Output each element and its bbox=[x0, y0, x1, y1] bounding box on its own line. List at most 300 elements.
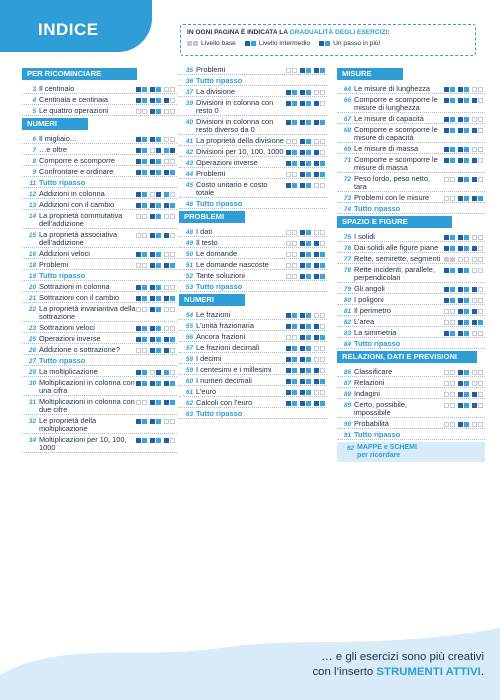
index-entry[interactable] bbox=[22, 305, 177, 322]
difficulty-cell bbox=[314, 90, 319, 95]
page-number: 4 bbox=[32, 97, 36, 104]
index-entry[interactable] bbox=[22, 190, 177, 199]
difficulty-cell bbox=[300, 68, 305, 73]
difficulty-group bbox=[150, 233, 161, 238]
difficulty-cell bbox=[300, 335, 305, 340]
difficulty-group bbox=[164, 233, 175, 238]
difficulty-cell bbox=[472, 98, 477, 103]
difficulty-grid bbox=[444, 156, 485, 163]
final-line-1: MAPPE e SCHEMI bbox=[357, 444, 417, 451]
difficulty-cell bbox=[478, 422, 483, 427]
entry-title: Tutto ripasso bbox=[354, 339, 401, 348]
difficulty-cell bbox=[306, 401, 311, 406]
index-entry[interactable] bbox=[179, 333, 327, 342]
difficulty-cell bbox=[142, 137, 147, 142]
difficulty-group bbox=[164, 192, 175, 197]
difficulty-group bbox=[286, 172, 297, 177]
difficulty-group bbox=[472, 117, 483, 122]
index-entry[interactable] bbox=[22, 294, 177, 303]
difficulty-group bbox=[472, 158, 483, 163]
index-entry[interactable] bbox=[179, 388, 327, 397]
difficulty-cell bbox=[444, 268, 449, 273]
difficulty-grid bbox=[136, 305, 177, 312]
difficulty-group bbox=[164, 438, 175, 443]
difficulty-group bbox=[150, 307, 161, 312]
entry-title: I numeri decimali bbox=[196, 376, 252, 385]
difficulty-group bbox=[472, 268, 483, 273]
difficulty-group bbox=[444, 98, 455, 103]
index-entry[interactable] bbox=[179, 322, 327, 331]
index-entry[interactable] bbox=[22, 379, 177, 396]
difficulty-cell bbox=[286, 161, 291, 166]
index-entry[interactable] bbox=[337, 115, 485, 124]
difficulty-cell bbox=[472, 403, 477, 408]
difficulty-cell bbox=[170, 370, 175, 375]
index-entry[interactable] bbox=[22, 212, 177, 229]
index-entry[interactable] bbox=[179, 99, 327, 116]
index-entry[interactable] bbox=[179, 137, 327, 146]
difficulty-grid bbox=[136, 107, 177, 114]
difficulty-cell bbox=[450, 392, 455, 397]
difficulty-group bbox=[150, 87, 161, 92]
difficulty-cell bbox=[170, 148, 175, 153]
difficulty-group bbox=[164, 203, 175, 208]
difficulty-group bbox=[300, 346, 311, 351]
difficulty-cell bbox=[472, 298, 477, 303]
index-entry[interactable] bbox=[22, 96, 177, 105]
difficulty-cell bbox=[444, 196, 449, 201]
difficulty-group bbox=[136, 159, 147, 164]
index-entry[interactable] bbox=[179, 181, 327, 198]
difficulty-cell bbox=[450, 287, 455, 292]
difficulty-cell bbox=[314, 230, 319, 235]
difficulty-cell bbox=[164, 203, 169, 208]
entry-title: La proprietà invariantiva della sottrazione bbox=[39, 304, 136, 321]
difficulty-cell bbox=[472, 268, 477, 273]
index-entry[interactable] bbox=[22, 368, 177, 377]
difficulty-cell bbox=[164, 263, 169, 268]
index-entry[interactable] bbox=[179, 118, 327, 135]
entry-title bbox=[357, 444, 482, 460]
difficulty-cell bbox=[170, 203, 175, 208]
difficulty-cell bbox=[286, 101, 291, 106]
index-entry[interactable] bbox=[179, 250, 327, 259]
index-entry[interactable] bbox=[337, 126, 485, 143]
index-entry[interactable] bbox=[337, 266, 485, 283]
index-entry[interactable] bbox=[337, 285, 485, 294]
difficulty-cell bbox=[300, 324, 305, 329]
index-entry[interactable] bbox=[179, 399, 327, 408]
difficulty-cell bbox=[136, 285, 141, 290]
difficulty-group bbox=[472, 381, 483, 386]
legend-square bbox=[325, 41, 330, 46]
difficulty-cell bbox=[164, 348, 169, 353]
difficulty-cell bbox=[464, 392, 469, 397]
page-number: 74 bbox=[343, 206, 351, 213]
difficulty-cell bbox=[450, 309, 455, 314]
index-entry[interactable] bbox=[337, 175, 485, 192]
difficulty-grid bbox=[444, 145, 485, 152]
index-entry[interactable] bbox=[22, 272, 177, 281]
difficulty-group bbox=[150, 285, 161, 290]
index-entry[interactable] bbox=[337, 401, 485, 418]
index-entry[interactable] bbox=[337, 340, 485, 349]
difficulty-cell bbox=[292, 120, 297, 125]
page-number: 54 bbox=[185, 312, 193, 319]
difficulty-group bbox=[136, 296, 147, 301]
difficulty-cell bbox=[150, 214, 155, 219]
difficulty-cell bbox=[458, 320, 463, 325]
index-entry[interactable] bbox=[22, 179, 177, 188]
difficulty-cell bbox=[464, 98, 469, 103]
difficulty-cell bbox=[300, 357, 305, 362]
difficulty-cell bbox=[292, 313, 297, 318]
page-number: 31 bbox=[28, 399, 36, 406]
difficulty-grid bbox=[444, 390, 485, 397]
index-entry[interactable] bbox=[179, 410, 327, 419]
index-entry[interactable] bbox=[337, 145, 485, 154]
index-entry[interactable] bbox=[179, 311, 327, 320]
difficulty-cell bbox=[164, 400, 169, 405]
difficulty-cell bbox=[464, 287, 469, 292]
index-entry[interactable] bbox=[22, 146, 177, 155]
legend-title: IN OGNI PAGINA È INDICATA LA GRADUALITÀ DEGLI ESERCIZI: bbox=[187, 29, 390, 36]
difficulty-cell bbox=[314, 390, 319, 395]
index-entry[interactable] bbox=[337, 96, 485, 113]
difficulty-group bbox=[286, 368, 297, 373]
entry-title: Operazioni inverse bbox=[196, 158, 258, 167]
index-entry[interactable] bbox=[179, 170, 327, 179]
difficulty-grid bbox=[444, 115, 485, 122]
entry-title: Divisioni per 10, 100, 1000 bbox=[196, 147, 284, 156]
difficulty-group bbox=[472, 287, 483, 292]
page-number: 68 bbox=[343, 127, 351, 134]
page-number: 88 bbox=[343, 391, 351, 398]
difficulty-cell bbox=[170, 438, 175, 443]
difficulty-group bbox=[314, 379, 325, 384]
difficulty-cell bbox=[320, 324, 325, 329]
difficulty-grid bbox=[136, 231, 177, 238]
difficulty-cell bbox=[170, 337, 175, 342]
entry-title: I decimi bbox=[196, 354, 222, 363]
difficulty-group bbox=[314, 346, 325, 351]
difficulty-cell bbox=[164, 307, 169, 312]
difficulty-cell bbox=[142, 307, 147, 312]
difficulty-group bbox=[300, 120, 311, 125]
difficulty-cell bbox=[450, 128, 455, 133]
difficulty-group bbox=[164, 137, 175, 142]
legend-square bbox=[245, 41, 250, 46]
legend-label: Un passo in più! bbox=[333, 40, 381, 47]
difficulty-group bbox=[314, 139, 325, 144]
difficulty-cell bbox=[472, 117, 477, 122]
difficulty-cell bbox=[170, 98, 175, 103]
index-entry[interactable] bbox=[337, 244, 485, 253]
entry-title: Le domande nascoste bbox=[196, 260, 269, 269]
difficulty-group bbox=[286, 230, 297, 235]
difficulty-cell bbox=[450, 177, 455, 182]
difficulty-group bbox=[164, 87, 175, 92]
difficulty-cell bbox=[472, 196, 477, 201]
index-entry[interactable] bbox=[337, 85, 485, 94]
legend-squares bbox=[187, 41, 198, 46]
difficulty-cell bbox=[320, 274, 325, 279]
entry-title: Problemi bbox=[196, 169, 226, 178]
difficulty-cell bbox=[164, 214, 169, 219]
difficulty-group bbox=[472, 320, 483, 325]
index-entry[interactable] bbox=[337, 329, 485, 338]
entry-title: Problemi bbox=[196, 65, 226, 74]
difficulty-group bbox=[472, 87, 483, 92]
difficulty-group bbox=[164, 296, 175, 301]
difficulty-cell bbox=[464, 235, 469, 240]
difficulty-cell bbox=[464, 298, 469, 303]
promo-text bbox=[312, 650, 484, 680]
entry-title: Comporre e scomporre le misure di lunghezza bbox=[354, 95, 438, 112]
difficulty-group bbox=[286, 150, 297, 155]
difficulty-cell bbox=[170, 192, 175, 197]
index-entry[interactable] bbox=[22, 135, 177, 144]
entry-title: Addizioni veloci bbox=[39, 249, 90, 258]
difficulty-cell bbox=[292, 390, 297, 395]
page-number: 41 bbox=[185, 138, 193, 145]
difficulty-group bbox=[314, 335, 325, 340]
difficulty-cell bbox=[320, 390, 325, 395]
difficulty-group bbox=[286, 357, 297, 362]
entry-title: Peso lordo, peso netto, tara bbox=[354, 174, 431, 191]
difficulty-group bbox=[314, 68, 325, 73]
difficulty-cell bbox=[150, 400, 155, 405]
index-entry[interactable] bbox=[22, 201, 177, 210]
difficulty-cell bbox=[156, 170, 161, 175]
difficulty-cell bbox=[464, 177, 469, 182]
entry-title: Rette, semirette, segmenti bbox=[354, 254, 441, 263]
index-entry[interactable] bbox=[337, 431, 485, 440]
difficulty-group bbox=[300, 183, 311, 188]
index-entry[interactable] bbox=[337, 296, 485, 305]
index-entry[interactable] bbox=[179, 200, 327, 209]
index-entry[interactable] bbox=[337, 233, 485, 242]
index-entry[interactable] bbox=[22, 85, 177, 94]
index-entry[interactable] bbox=[22, 436, 177, 453]
difficulty-group bbox=[286, 379, 297, 384]
difficulty-cell bbox=[170, 326, 175, 331]
difficulty-group bbox=[150, 326, 161, 331]
difficulty-cell bbox=[292, 401, 297, 406]
difficulty-cell bbox=[464, 117, 469, 122]
difficulty-cell bbox=[150, 203, 155, 208]
difficulty-cell bbox=[156, 438, 161, 443]
index-entry[interactable] bbox=[22, 324, 177, 333]
index-entry[interactable] bbox=[179, 272, 327, 281]
index-entry[interactable] bbox=[22, 346, 177, 355]
index-entry[interactable] bbox=[22, 417, 177, 434]
entry-title: Comporre e scomporre bbox=[39, 156, 115, 165]
difficulty-cell bbox=[170, 419, 175, 424]
entry-title: Il perimetro bbox=[354, 306, 391, 315]
page-number: 9 bbox=[32, 169, 36, 176]
page-number: 83 bbox=[343, 330, 351, 337]
page-number: 51 bbox=[185, 262, 193, 269]
index-entry[interactable] bbox=[22, 231, 177, 248]
difficulty-cell bbox=[300, 230, 305, 235]
index-entry[interactable] bbox=[22, 157, 177, 166]
page-number: 55 bbox=[185, 323, 193, 330]
difficulty-group bbox=[136, 233, 147, 238]
index-entry[interactable] bbox=[337, 368, 485, 377]
difficulty-cell bbox=[306, 335, 311, 340]
difficulty-grid bbox=[286, 239, 327, 246]
difficulty-cell bbox=[292, 101, 297, 106]
difficulty-group bbox=[286, 183, 297, 188]
promo-line-1: … e gli esercizi sono più creativi bbox=[321, 651, 484, 663]
difficulty-group bbox=[286, 252, 297, 257]
index-entry[interactable] bbox=[179, 366, 327, 375]
index-entry[interactable] bbox=[179, 77, 327, 86]
difficulty-group bbox=[150, 109, 161, 114]
difficulty-cell bbox=[458, 177, 463, 182]
index-entry[interactable] bbox=[22, 168, 177, 177]
difficulty-cell bbox=[150, 419, 155, 424]
difficulty-grid bbox=[136, 346, 177, 353]
difficulty-cell bbox=[444, 370, 449, 375]
difficulty-group bbox=[300, 368, 311, 373]
index-entry[interactable] bbox=[179, 66, 327, 75]
index-entry[interactable] bbox=[22, 107, 177, 116]
difficulty-cell bbox=[320, 161, 325, 166]
difficulty-cell bbox=[164, 326, 169, 331]
page-number: 36 bbox=[185, 78, 193, 85]
index-entry[interactable] bbox=[179, 239, 327, 248]
difficulty-group bbox=[472, 147, 483, 152]
difficulty-cell bbox=[150, 348, 155, 353]
page-number: 44 bbox=[185, 171, 193, 178]
difficulty-cell bbox=[464, 370, 469, 375]
difficulty-group bbox=[286, 390, 297, 395]
difficulty-cell bbox=[464, 257, 469, 262]
difficulty-cell bbox=[314, 346, 319, 351]
page-number: 62 bbox=[185, 400, 193, 407]
index-entry[interactable] bbox=[337, 156, 485, 173]
difficulty-group bbox=[472, 128, 483, 133]
index-entry[interactable] bbox=[337, 205, 485, 214]
index-entry[interactable] bbox=[179, 377, 327, 386]
difficulty-cell bbox=[286, 335, 291, 340]
difficulty-group bbox=[472, 177, 483, 182]
entry-title: Ancora frazioni bbox=[196, 332, 246, 341]
difficulty-cell bbox=[156, 192, 161, 197]
difficulty-cell bbox=[300, 139, 305, 144]
index-entry[interactable] bbox=[337, 307, 485, 316]
difficulty-cell bbox=[164, 148, 169, 153]
entry-title: Dai solidi alle figure piane bbox=[354, 243, 439, 252]
index-entry[interactable] bbox=[179, 355, 327, 364]
difficulty-cell bbox=[450, 147, 455, 152]
difficulty-group bbox=[472, 246, 483, 251]
difficulty-group bbox=[472, 298, 483, 303]
difficulty-cell bbox=[136, 381, 141, 386]
index-entry[interactable] bbox=[179, 88, 327, 97]
difficulty-cell bbox=[300, 183, 305, 188]
index-entry[interactable] bbox=[337, 318, 485, 327]
section-header: NUMERI bbox=[179, 294, 245, 306]
difficulty-cell bbox=[156, 203, 161, 208]
difficulty-cell bbox=[286, 274, 291, 279]
section-header: PER RICOMINCIARE bbox=[22, 68, 137, 80]
index-entry[interactable] bbox=[179, 228, 327, 237]
page-number: 86 bbox=[343, 369, 351, 376]
page-number: 78 bbox=[343, 267, 351, 274]
difficulty-group bbox=[444, 196, 455, 201]
index-entry[interactable] bbox=[22, 283, 177, 292]
difficulty-cell bbox=[306, 357, 311, 362]
legend-square bbox=[187, 41, 192, 46]
index-entry[interactable] bbox=[337, 420, 485, 429]
index-entry[interactable] bbox=[179, 159, 327, 168]
final-entry[interactable] bbox=[337, 442, 485, 462]
difficulty-cell bbox=[156, 214, 161, 219]
difficulty-group bbox=[136, 87, 147, 92]
difficulty-grid bbox=[286, 170, 327, 177]
difficulty-cell bbox=[472, 87, 477, 92]
index-entry[interactable] bbox=[22, 261, 177, 270]
page-number: 72 bbox=[343, 176, 351, 183]
index-entry[interactable] bbox=[337, 255, 485, 264]
difficulty-cell bbox=[458, 392, 463, 397]
difficulty-cell bbox=[164, 109, 169, 114]
index-entry[interactable] bbox=[179, 261, 327, 270]
index-entry[interactable] bbox=[337, 390, 485, 399]
difficulty-cell bbox=[458, 370, 463, 375]
difficulty-cell bbox=[136, 192, 141, 197]
difficulty-cell bbox=[314, 368, 319, 373]
difficulty-cell bbox=[136, 419, 141, 424]
index-entry[interactable] bbox=[179, 344, 327, 353]
index-entry[interactable] bbox=[22, 335, 177, 344]
difficulty-cell bbox=[464, 128, 469, 133]
difficulty-cell bbox=[444, 128, 449, 133]
index-entry[interactable] bbox=[22, 357, 177, 366]
difficulty-cell bbox=[314, 150, 319, 155]
difficulty-cell bbox=[320, 139, 325, 144]
index-entry[interactable] bbox=[22, 398, 177, 415]
page-number: 90 bbox=[343, 421, 351, 428]
page-number: 71 bbox=[343, 157, 351, 164]
difficulty-cell bbox=[292, 324, 297, 329]
index-entry[interactable] bbox=[337, 194, 485, 203]
difficulty-group bbox=[314, 183, 325, 188]
difficulty-cell bbox=[450, 298, 455, 303]
difficulty-cell bbox=[450, 403, 455, 408]
legend-square bbox=[251, 41, 256, 46]
page-number: 27 bbox=[28, 358, 36, 365]
index-entry[interactable] bbox=[22, 250, 177, 259]
difficulty-cell bbox=[306, 274, 311, 279]
difficulty-cell bbox=[320, 313, 325, 318]
section-header: RELAZIONI, DATI E PREVISIONI bbox=[337, 351, 477, 363]
difficulty-grid bbox=[286, 137, 327, 144]
difficulty-cell bbox=[292, 230, 297, 235]
index-entry[interactable] bbox=[179, 283, 327, 292]
index-entry[interactable] bbox=[179, 148, 327, 157]
difficulty-cell bbox=[472, 246, 477, 251]
index-entry[interactable] bbox=[337, 379, 485, 388]
difficulty-group bbox=[286, 401, 297, 406]
difficulty-group bbox=[286, 68, 297, 73]
difficulty-cell bbox=[170, 381, 175, 386]
difficulty-cell bbox=[136, 348, 141, 353]
page-number: 89 bbox=[343, 402, 351, 409]
